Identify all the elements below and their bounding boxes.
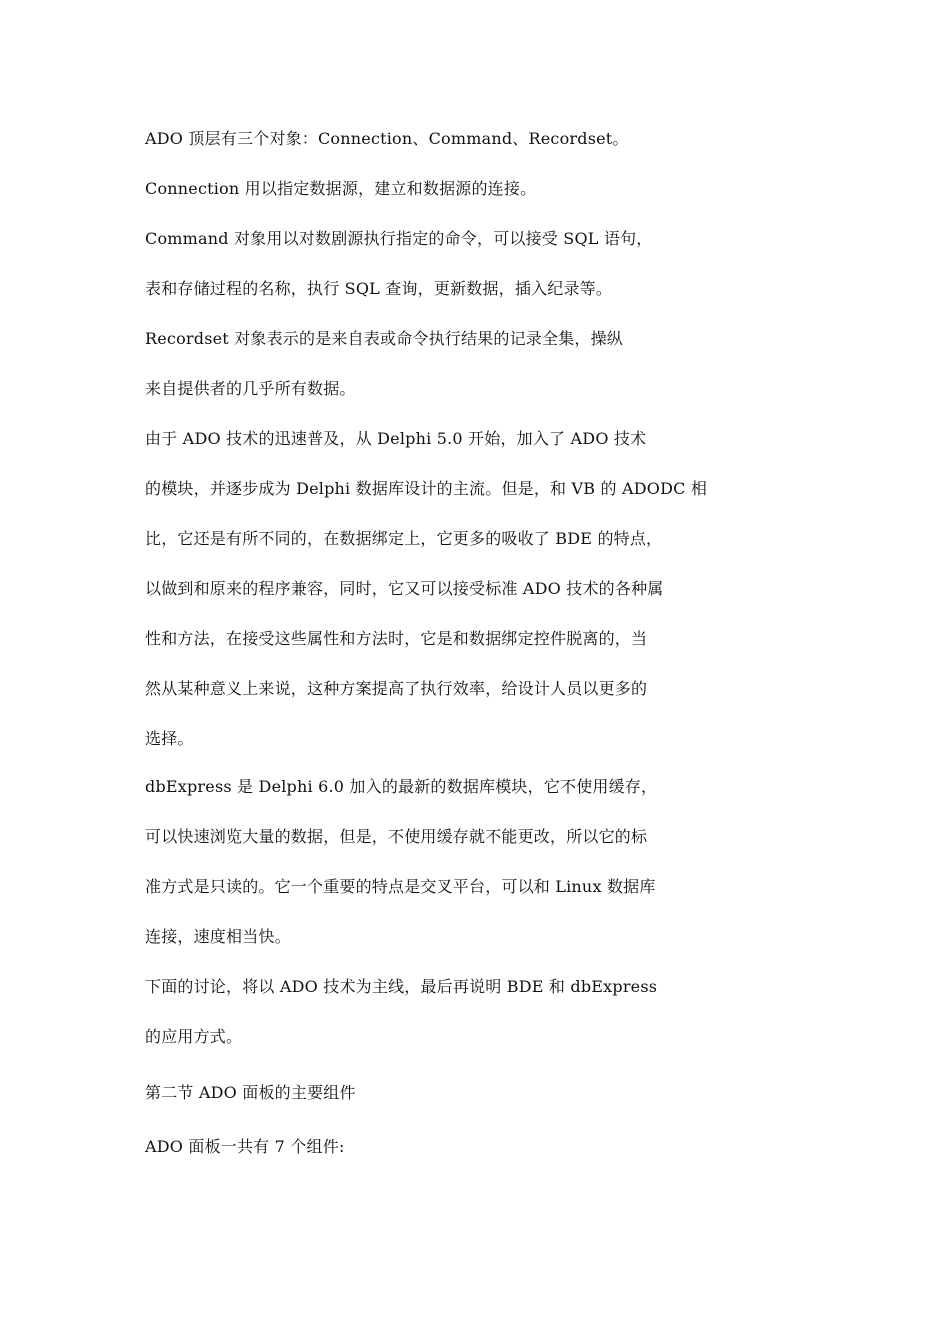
text-line: 选择。 <box>145 729 194 748</box>
text-line: 然从某种意义上来说，这种方案提高了执行效率，给设计人员以更多的 <box>145 679 648 698</box>
text-line: 性和方法，在接受这些属性和方法时，它是和数据绑定控件脱离的，当 <box>145 629 648 648</box>
text-line: Connection 用以指定数据源，建立和数据源的连接。 <box>145 179 537 198</box>
text-line: 由于 ADO 技术的迅速普及，从 Delphi 5.0 开始，加入了 ADO 技术 <box>145 429 647 448</box>
text-line: 表和存储过程的名称，执行 SQL 查询，更新数据，插入纪录等。 <box>145 279 613 298</box>
text-line: 的模块，并逐步成为 Delphi 数据库设计的主流。但是，和 VB 的 ADODC 相 <box>145 479 708 498</box>
text-line: 准方式是只读的。它一个重要的特点是交叉平台，可以和 Linux 数据库 <box>145 877 656 896</box>
text-line: dbExpress 是 Delphi 6.0 加入的最新的数据库模块，它不使用缓存， <box>145 777 658 796</box>
text-line: Command 对象用以对数剧源执行指定的命令，可以接受 SQL 语句， <box>145 229 653 248</box>
text-line: 比，它还是有所不同的，在数据绑定上，它更多的吸收了 BDE 的特点， <box>145 529 663 548</box>
text-line: 的应用方式。 <box>145 1027 243 1046</box>
text-line: ADO 顶层有三个对象：Connection、Command、Recordset。 <box>145 129 629 148</box>
section-heading: 第二节 ADO 面板的主要组件 <box>145 1083 356 1102</box>
text-line: Recordset 对象表示的是来自表或命令执行结果的记录全集，操纵 <box>145 329 623 348</box>
text-line: ADO 面板一共有 7 个组件: <box>145 1137 345 1156</box>
text-line: 可以快速浏览大量的数据，但是，不使用缓存就不能更改，所以它的标 <box>145 827 648 846</box>
text-line: 连接，速度相当快。 <box>145 927 291 946</box>
text-line: 下面的讨论，将以 ADO 技术为主线，最后再说明 BDE 和 dbExpress <box>145 977 658 996</box>
text-line: 来自提供者的几乎所有数据。 <box>145 379 356 398</box>
text-line: 以做到和原来的程序兼容，同时，它又可以接受标准 ADO 技术的各种属 <box>145 579 664 598</box>
